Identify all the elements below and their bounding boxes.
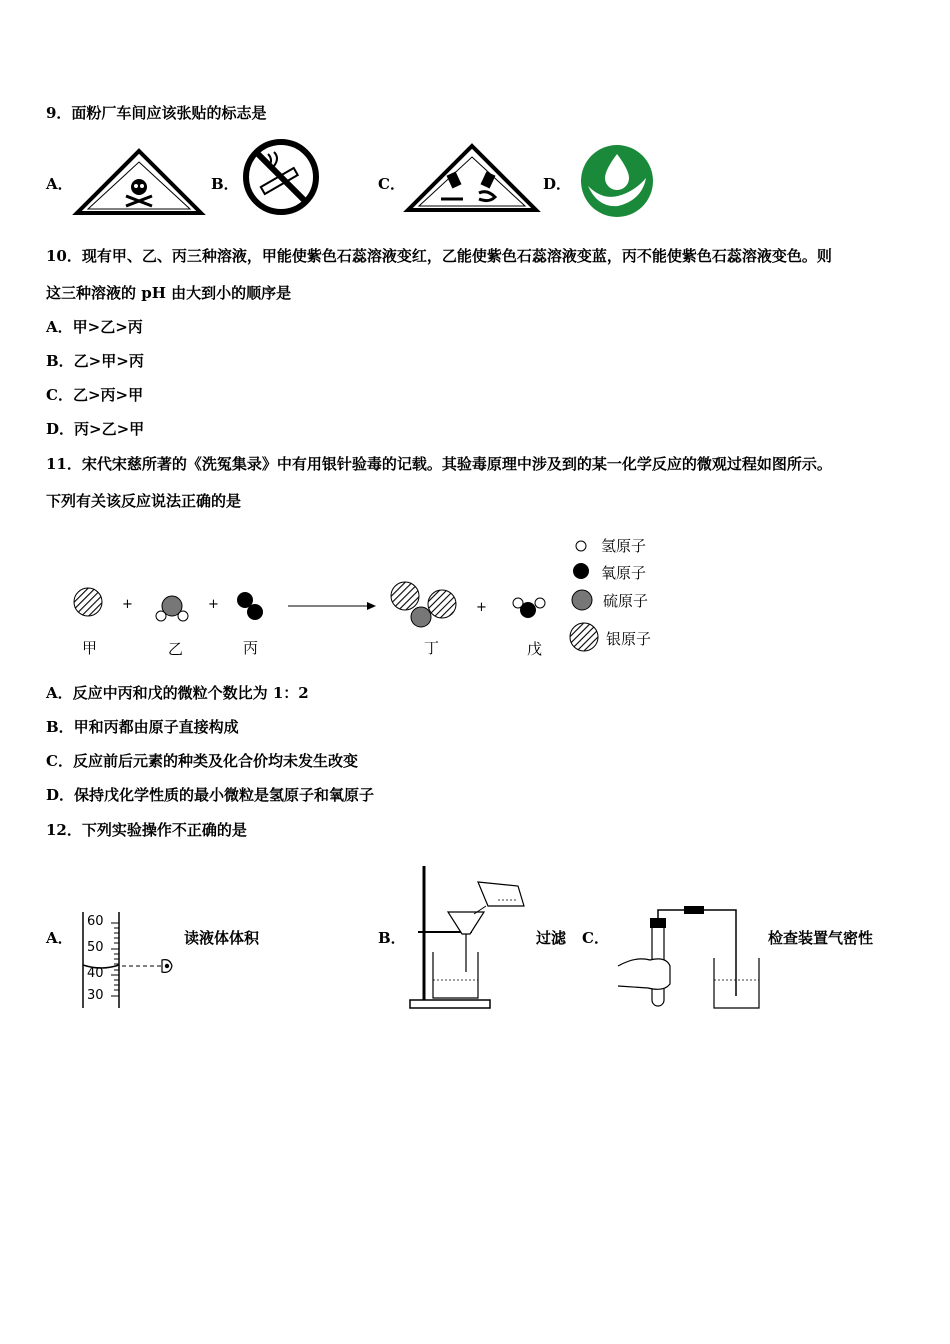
q12-stem: 12．下列实验操作不正确的是 <box>46 821 247 839</box>
legend-silver-label: 银原子 <box>606 630 652 648</box>
q12-option-a-caption: 读液体体积 <box>184 929 260 947</box>
water-saving-sign-icon <box>580 144 654 218</box>
molecule-wu-h2o <box>513 598 545 618</box>
q12-option-b-caption: 过滤 <box>536 929 567 947</box>
no-smoking-sign-icon <box>242 138 320 216</box>
q9-option-b-label: B． <box>211 175 239 193</box>
molecule-jia-ag-atom <box>74 588 102 616</box>
q11-option-c: C．反应前后元素的种类及化合价均未发生改变 <box>46 752 358 770</box>
legend-sulfur-symbol <box>572 590 592 610</box>
label-bing: 丙 <box>243 639 259 657</box>
q12-option-a-label: A． <box>46 929 73 947</box>
q12-option-c-label: C． <box>582 929 609 947</box>
label-yi: 乙 <box>168 640 184 658</box>
tick-label-40: 40 <box>87 966 104 981</box>
q10-stem-line1: 10．现有甲、乙、丙三种溶液，甲能使紫色石蕊溶液变红，乙能使紫色石蕊溶液变蓝，丙不能使紫色石蕊溶液变色。则 <box>46 247 832 265</box>
q11-stem-line2: 下列有关该反应说法正确的是 <box>46 492 242 510</box>
label-jia: 甲 <box>82 639 98 657</box>
legend-hydrogen-symbol <box>576 541 586 551</box>
plus-sign-3: + <box>476 600 487 615</box>
q11-option-b: B．甲和丙都由原子直接构成 <box>46 718 239 736</box>
toxic-warning-sign-icon <box>74 148 204 216</box>
q10-option-d: D．丙>乙>甲 <box>46 420 145 438</box>
legend-silver-symbol <box>570 623 598 651</box>
tick-label-30: 30 <box>87 988 104 1003</box>
tick-label-50: 50 <box>87 940 104 955</box>
q11-option-a: A．反应中丙和戊的微粒个数比为 1：2 <box>46 684 309 702</box>
q9-stem: 9．面粉厂车间应该张贴的标志是 <box>46 104 267 122</box>
filtration-setup-icon <box>408 862 533 1012</box>
corrosive-warning-sign-icon <box>405 143 539 213</box>
legend-sulfur-label: 硫原子 <box>603 592 649 610</box>
q10-option-b: B．乙>甲>丙 <box>46 352 144 370</box>
legend-oxygen-symbol <box>573 563 589 579</box>
reaction-diagram <box>0 520 950 670</box>
q9-option-c-label: C． <box>378 175 405 193</box>
airtightness-check-icon <box>614 900 764 1015</box>
molecule-ding-ag2s <box>391 582 456 627</box>
tick-label-60: 60 <box>87 914 104 929</box>
q9-option-a-label: A． <box>46 175 73 193</box>
label-ding: 丁 <box>424 639 440 657</box>
legend-oxygen-label: 氧原子 <box>601 564 647 582</box>
q12-option-c-caption: 检查装置气密性 <box>768 929 874 947</box>
q10-stem-line2: 这三种溶液的 pH 由大到小的顺序是 <box>46 284 292 302</box>
q9-option-d-label: D． <box>543 175 572 193</box>
plus-sign-1: + <box>122 597 133 612</box>
q11-option-d: D．保持戊化学性质的最小微粒是氢原子和氧原子 <box>46 786 375 804</box>
plus-sign-2: + <box>208 597 219 612</box>
q10-option-a: A．甲>乙>丙 <box>46 318 143 336</box>
q11-stem-line1: 11．宋代宋慈所著的《洗冤集录》中有用银针验毒的记载。其验毒原理中涉及到的某一化学反应的微观过程如图所示。 <box>46 455 832 473</box>
legend-hydrogen-label: 氢原子 <box>601 537 647 555</box>
q10-option-c: C．乙>丙>甲 <box>46 386 144 404</box>
molecule-yi-h2s <box>156 596 188 621</box>
molecule-bing-o2 <box>237 592 263 620</box>
label-wu: 戊 <box>527 640 543 658</box>
q12-option-b-label: B． <box>378 929 406 947</box>
